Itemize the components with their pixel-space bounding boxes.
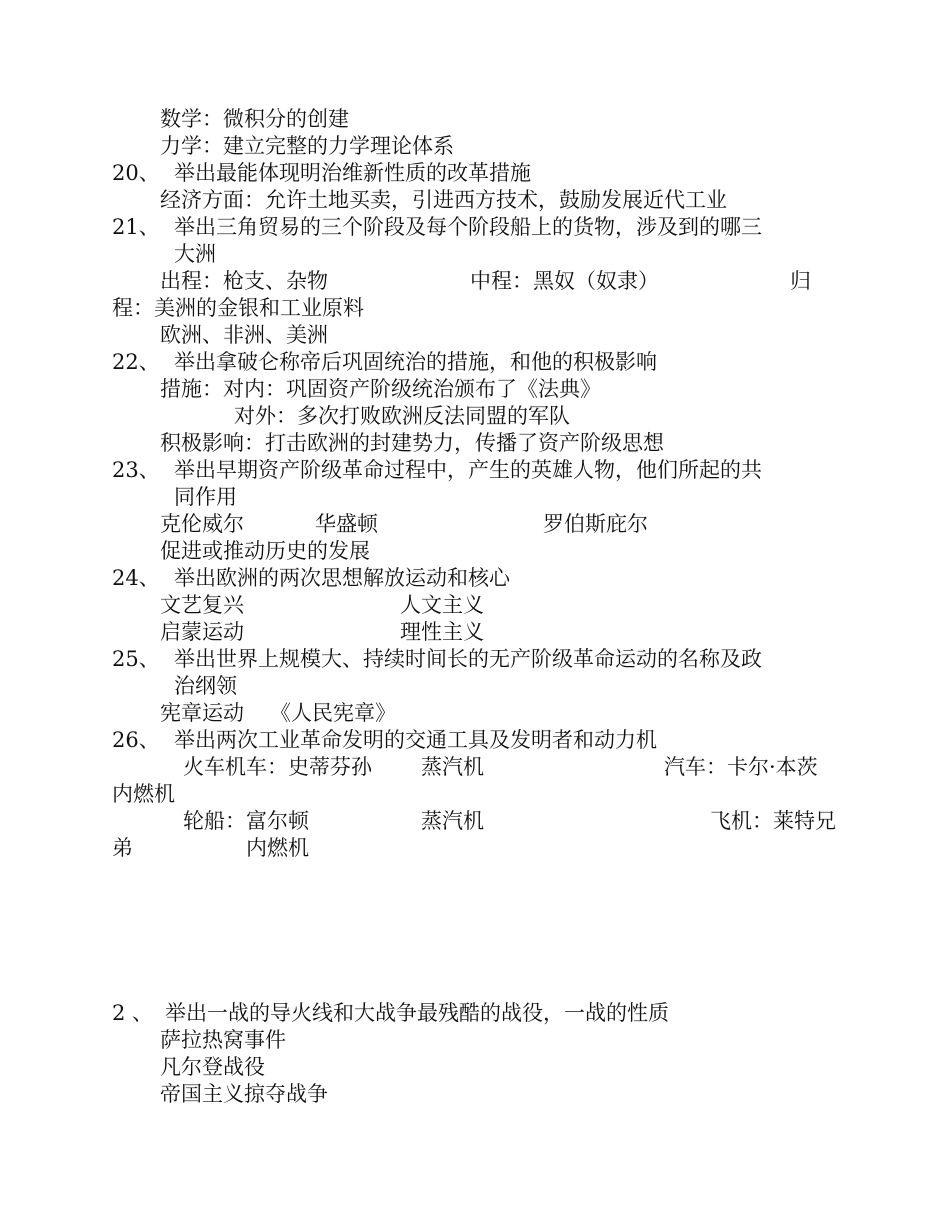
question-22 xyxy=(0,349,950,375)
question-21-continued xyxy=(0,241,950,267)
battle-name: 凡尔登战役 xyxy=(160,1055,265,1079)
movement-name: 宪章运动 xyxy=(160,701,244,725)
domestic-measure: 措施：对内：巩固资产阶级统治颁布了《法典》 xyxy=(160,377,601,401)
hero-name: 克伦威尔 xyxy=(160,512,244,536)
middle-stage: 中程：黑奴（奴隶） xyxy=(470,269,659,293)
role-text: 促进或推动历史的发展 xyxy=(160,539,370,563)
answer-21-stages xyxy=(0,268,950,294)
question-text-continued: 治纲领 xyxy=(174,674,237,698)
answer-20 xyxy=(0,187,950,213)
question-number: 26、 xyxy=(112,728,160,752)
movement-name: 文艺复兴 xyxy=(160,593,244,617)
plane-inventor-tail: 弟 xyxy=(112,836,133,860)
answer-26-row1 xyxy=(0,754,950,780)
positive-impact: 积极影响：打击欧洲的封建势力，传播了资产阶级思想 xyxy=(160,431,664,455)
question-text: 举出一战的导火线和大战争最残酷的战役，一战的性质 xyxy=(165,1001,669,1025)
answer-26-row3 xyxy=(0,808,950,834)
question-text: 举出两次工业革命发明的交通工具及发明者和动力机 xyxy=(174,728,657,752)
question-2 xyxy=(0,1000,950,1026)
fuse-event: 萨拉热窝事件 xyxy=(160,1028,286,1052)
question-text: 举出早期资产阶级革命过程中，产生的英雄人物，他们所起的共 xyxy=(174,458,762,482)
continents-text: 欧洲、非洲、美洲 xyxy=(160,323,328,347)
return-stage-head: 归 xyxy=(790,269,811,293)
answer-text: 经济方面：允许土地买卖，引进西方技术，鼓励发展近代工业 xyxy=(160,188,727,212)
question-text-continued: 同作用 xyxy=(174,485,237,509)
ship-power: 蒸汽机 xyxy=(421,809,484,833)
program-name: 《人民宪章》 xyxy=(270,701,396,725)
question-23 xyxy=(0,457,950,483)
answer-23-heroes xyxy=(0,511,950,537)
car-power: 内燃机 xyxy=(112,782,175,806)
outbound-stage: 出程：枪支、杂物 xyxy=(160,269,328,293)
question-number: 20、 xyxy=(112,161,160,185)
question-text: 举出最能体现明治维新性质的改革措施 xyxy=(174,161,531,185)
question-25-continued xyxy=(0,673,950,699)
question-26 xyxy=(0,727,950,753)
question-20 xyxy=(0,160,950,186)
train-power: 蒸汽机 xyxy=(421,755,484,779)
question-number: 25、 xyxy=(112,647,160,671)
answer-24-row2 xyxy=(0,619,950,645)
hero-name: 华盛顿 xyxy=(315,512,378,536)
question-21 xyxy=(0,214,950,240)
answer-2-battle xyxy=(0,1054,950,1080)
question-number: 24、 xyxy=(112,566,160,590)
ship-inventor: 轮船：富尔顿 xyxy=(183,809,309,833)
answer-22-impact xyxy=(0,430,950,456)
question-number: 2 、 xyxy=(112,1001,154,1025)
train-inventor: 火车机车：史蒂芬孙 xyxy=(183,755,372,779)
answer-21-continents xyxy=(0,322,950,348)
answer-23-role xyxy=(0,538,950,564)
question-text: 举出世界上规模大、持续时间长的无产阶级革命运动的名称及政 xyxy=(174,647,762,671)
text-math: 数学：微积分的创建 xyxy=(160,107,349,131)
movement-core: 理性主义 xyxy=(400,620,484,644)
question-number: 23、 xyxy=(112,458,160,482)
answer-25 xyxy=(0,700,950,726)
plane-inventor-head: 飞机：莱特兄 xyxy=(710,809,836,833)
text-mechanics: 力学：建立完整的力学理论体系 xyxy=(160,134,454,158)
answer-24-row1 xyxy=(0,592,950,618)
line-mechanics xyxy=(0,133,950,159)
movement-core: 人文主义 xyxy=(400,593,484,617)
movement-name: 启蒙运动 xyxy=(160,620,244,644)
plane-power: 内燃机 xyxy=(246,836,309,860)
line-math xyxy=(0,106,950,132)
answer-21-return xyxy=(0,295,950,321)
question-text: 举出三角贸易的三个阶段及每个阶段船上的货物，涉及到的哪三 xyxy=(174,215,762,239)
return-stage-tail: 程：美洲的金银和工业原料 xyxy=(112,296,364,320)
answer-26-row4 xyxy=(0,835,950,861)
hero-name: 罗伯斯庇尔 xyxy=(543,512,648,536)
question-text: 举出欧洲的两次思想解放运动和核心 xyxy=(174,566,510,590)
question-24 xyxy=(0,565,950,591)
answer-22-foreign xyxy=(0,403,950,429)
foreign-measure: 对外：多次打败欧洲反法同盟的军队 xyxy=(234,404,570,428)
question-23-continued xyxy=(0,484,950,510)
car-inventor: 汽车：卡尔·本茨 xyxy=(664,755,818,779)
question-number: 21、 xyxy=(112,215,160,239)
answer-22-domestic xyxy=(0,376,950,402)
answer-26-row2 xyxy=(0,781,950,807)
question-text: 举出拿破仑称帝后巩固统治的措施，和他的积极影响 xyxy=(174,350,657,374)
question-text-continued: 大洲 xyxy=(174,242,216,266)
question-25 xyxy=(0,646,950,672)
answer-2-fuse xyxy=(0,1027,950,1053)
answer-2-nature xyxy=(0,1081,950,1107)
war-nature: 帝国主义掠夺战争 xyxy=(160,1082,328,1106)
question-number: 22、 xyxy=(112,350,160,374)
